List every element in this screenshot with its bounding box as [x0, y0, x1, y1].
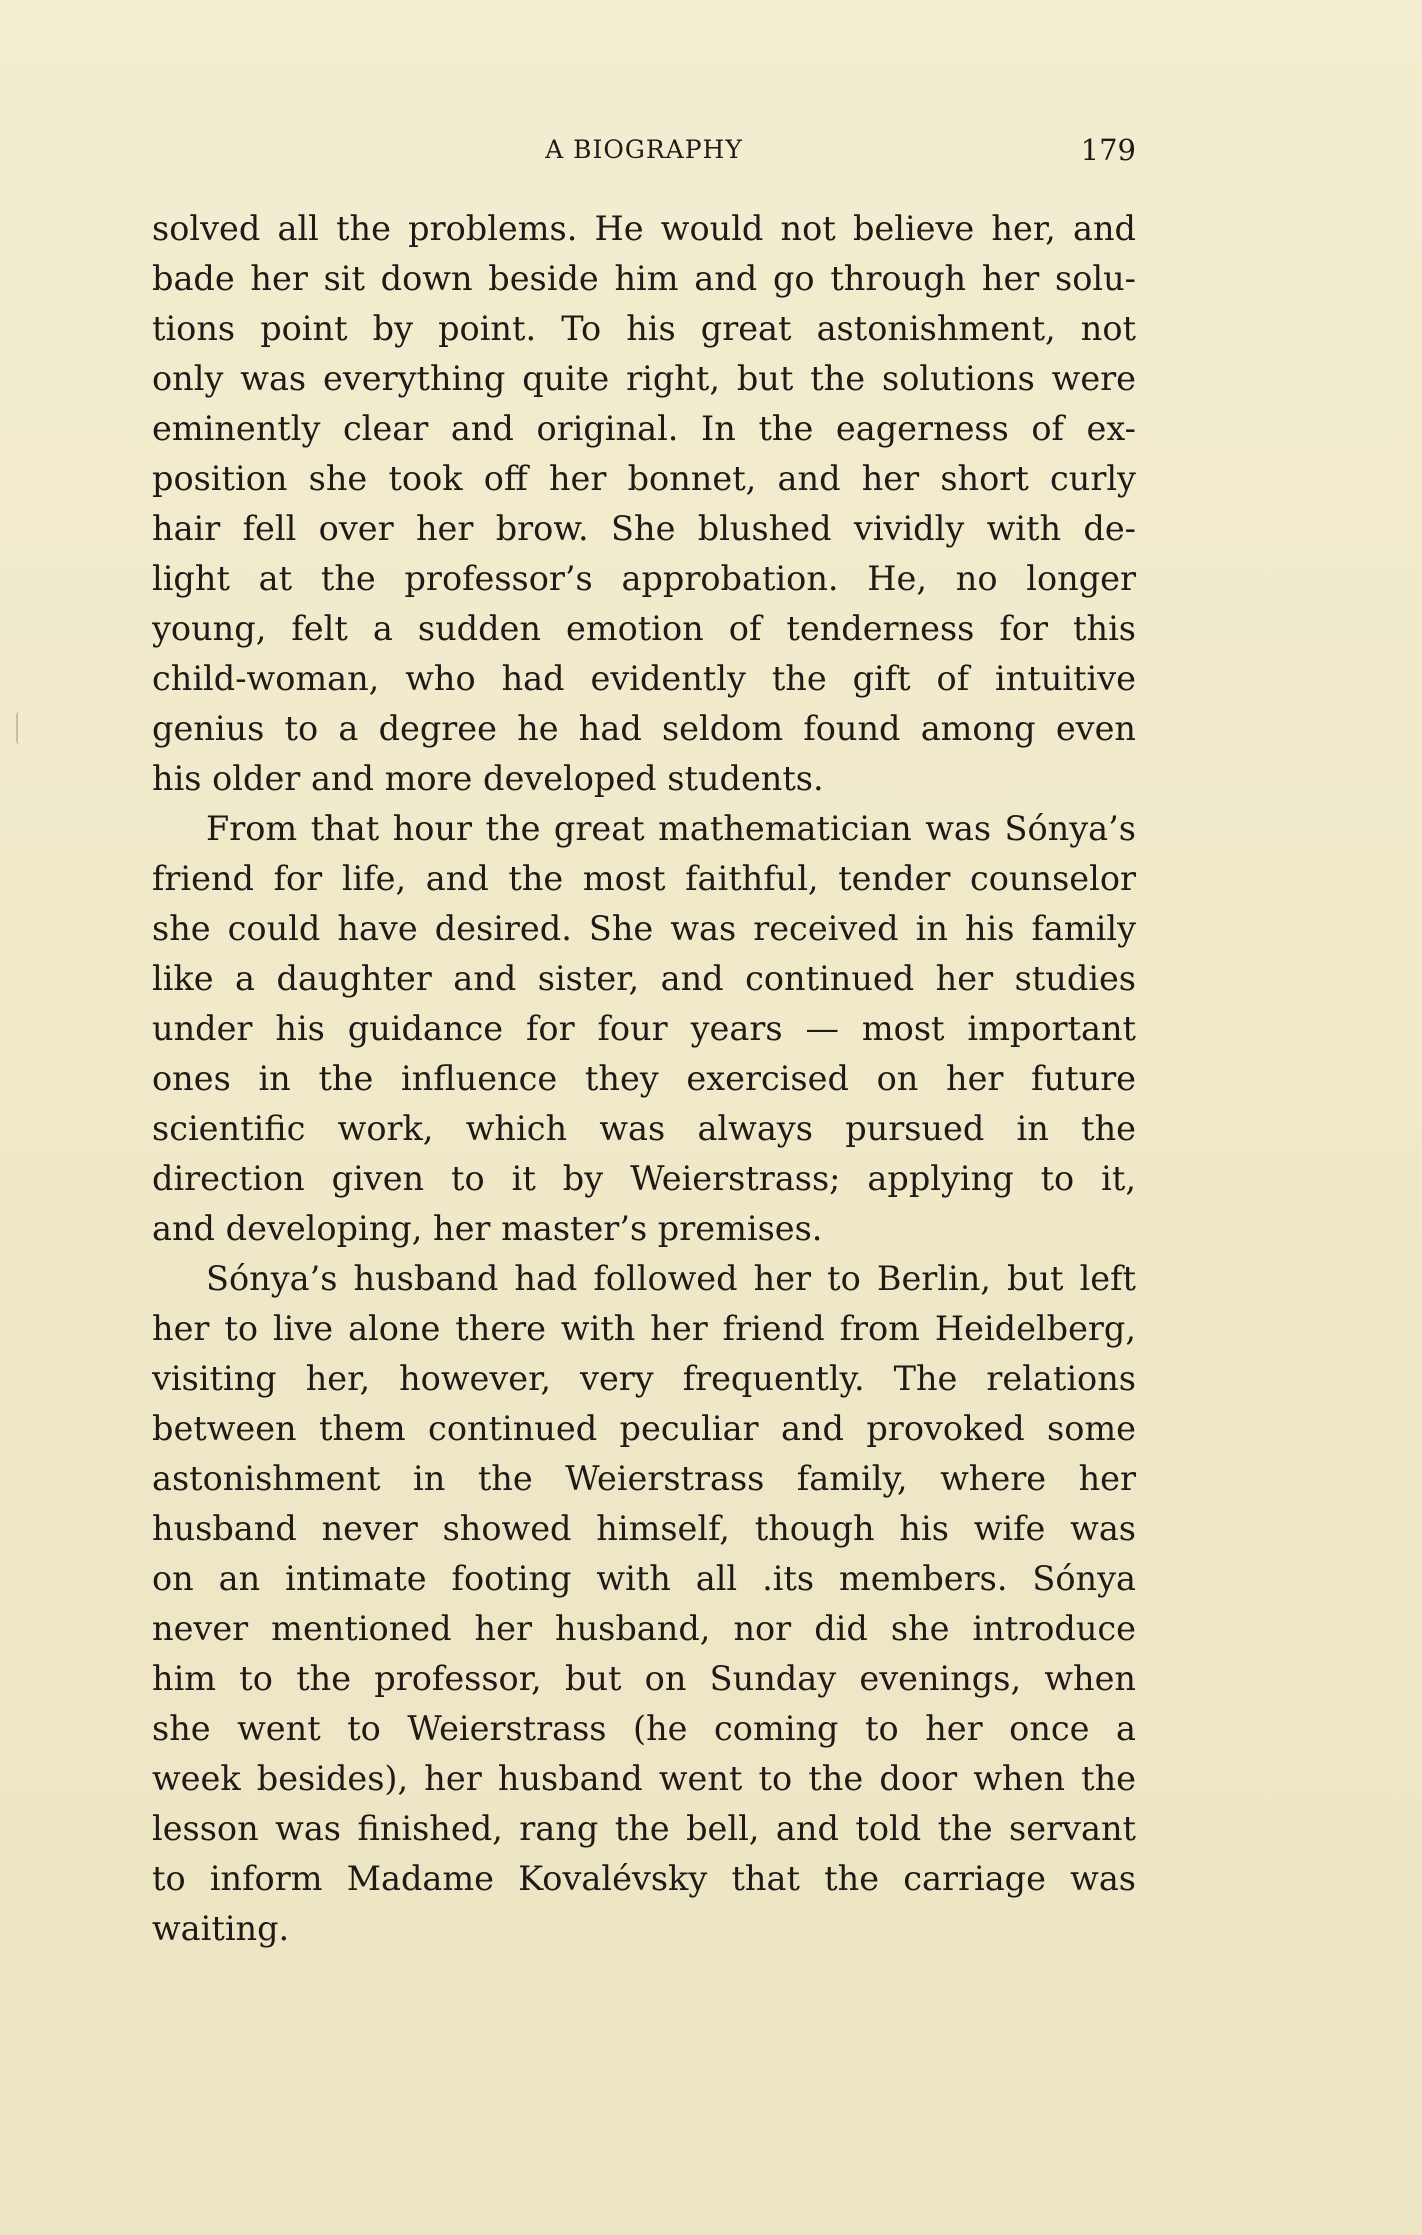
text-line: direction given to it by Weierstrass; applying to it, — [152, 1159, 1136, 1198]
text-line: astonishment in the Weierstrass family, where her — [152, 1459, 1136, 1498]
body-text — [152, 204, 1136, 1954]
text-line: never mentioned her husband, nor did she introduce — [152, 1609, 1136, 1648]
text-line: under his guidance for four years — most important — [152, 1009, 1136, 1048]
text-line: waiting. — [152, 1909, 290, 1948]
text-line: From that hour the great mathematician was Sónya’s — [206, 809, 1136, 848]
text-line: scientific work, which was always pursued in the — [152, 1109, 1136, 1148]
text-line: eminently clear and original. In the eagerness of ex- — [152, 409, 1136, 448]
text-line: position she took off her bonnet, and her short curly — [152, 459, 1136, 498]
page-number: 179 — [1080, 133, 1136, 167]
text-line: week besides), her husband went to the door when the — [152, 1759, 1136, 1798]
text-line: light at the professor’s approbation. He, no longer — [152, 559, 1136, 598]
paragraph — [152, 804, 1136, 1254]
text-line: hair fell over her brow. She blushed vividly with de- — [152, 509, 1136, 548]
text-line: solved all the problems. He would not believe her, and — [152, 209, 1136, 248]
text-line: tions point by point. To his great astonishment, not — [152, 309, 1136, 348]
page-header — [152, 130, 1136, 170]
text-line: to inform Madame Kovalévsky that the carriage was — [152, 1859, 1136, 1898]
text-line: bade her sit down beside him and go through her solu- — [152, 259, 1136, 298]
text-line: she could have desired. She was received in his family — [152, 909, 1136, 948]
text-line: like a daughter and sister, and continued her studies — [152, 959, 1136, 998]
running-title: A BIOGRAPHY — [545, 135, 743, 164]
text-line: husband never showed himself, though his wife was — [152, 1509, 1136, 1548]
text-line: ones in the influence they exercised on her future — [152, 1059, 1136, 1098]
text-line: friend for life, and the most faithful, tender counselor — [152, 859, 1136, 898]
margin-mark — [16, 712, 22, 744]
text-line: only was everything quite right, but the solutions were — [152, 359, 1136, 398]
text-line: she went to Weierstrass (he coming to her once a — [152, 1709, 1136, 1748]
text-line: and developing, her master’s premises. — [152, 1209, 823, 1248]
paragraph — [152, 1254, 1136, 1954]
text-line: young, felt a sudden emotion of tenderness for this — [152, 609, 1136, 648]
text-line: him to the professor, but on Sunday evenings, when — [152, 1659, 1136, 1698]
text-line: his older and more developed students. — [152, 759, 824, 798]
text-line: genius to a degree he had seldom found among even — [152, 709, 1136, 748]
text-line: her to live alone there with her friend from Heidelberg, — [152, 1309, 1136, 1348]
text-line: child-woman, who had evidently the gift of intuitive — [152, 659, 1136, 698]
text-line: Sónya’s husband had followed her to Berlin, but left — [206, 1259, 1136, 1298]
text-line: between them continued peculiar and provoked some — [152, 1409, 1136, 1448]
text-line: on an intimate footing with all .its members. Sónya — [152, 1559, 1136, 1598]
text-line: visiting her, however, very frequently. The relations — [152, 1359, 1136, 1398]
text-line: lesson was finished, rang the bell, and told the servant — [152, 1809, 1136, 1848]
paragraph — [152, 204, 1136, 804]
